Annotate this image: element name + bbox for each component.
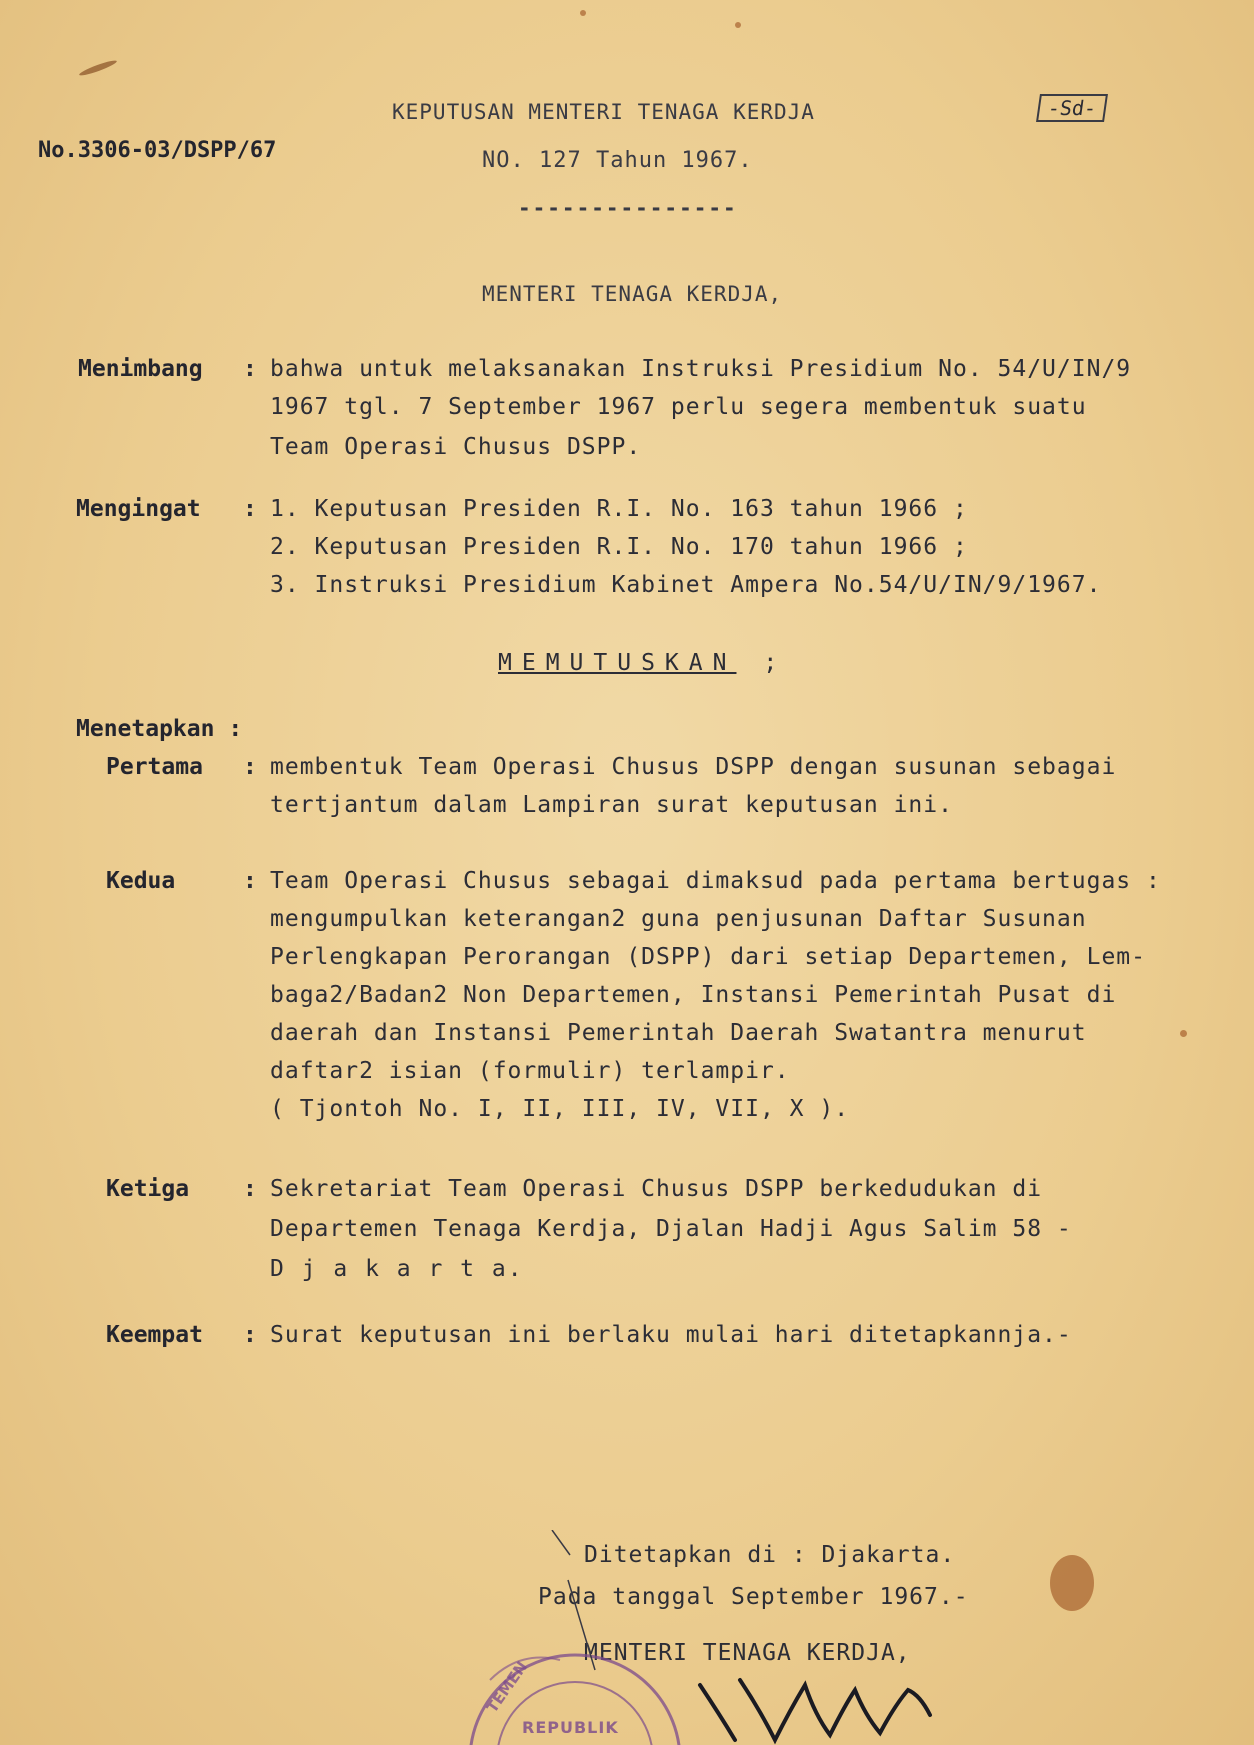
memutuskan-heading (498, 650, 778, 676)
menimbang-colon: : (243, 356, 258, 382)
reference-number: No.3306-03/DSPP/67 (38, 138, 277, 163)
rust-stain (1180, 1030, 1187, 1037)
mengingat-colon: : (243, 496, 258, 522)
handwritten-signature (680, 1655, 950, 1745)
menetapkan-label: Menetapkan : (76, 716, 243, 742)
minister-heading: MENTERI TENAGA KERDJA, (482, 282, 783, 306)
mengingat-item: 2. Keputusan Presiden R.I. No. 170 tahun 1966 ; (270, 534, 968, 560)
mengingat-item: 1. Keputusan Presiden R.I. No. 163 tahun 1966 ; (270, 496, 968, 522)
menimbang-line: Team Operasi Chusus DSPP. (270, 434, 642, 460)
pertama-line: tertjantum dalam Lampiran surat keputusan ini. (270, 792, 953, 818)
rust-stain (1050, 1555, 1094, 1611)
kedua-colon: : (243, 868, 258, 894)
header-separator: --------------- (518, 196, 738, 220)
memutuskan-suffix: ; (763, 650, 779, 676)
ketiga-colon: : (243, 1176, 258, 1202)
rust-stain (78, 58, 118, 77)
mengingat-item: 3. Instruksi Presidium Kabinet Ampera No.54/U/IN/9/1967. (270, 572, 1102, 598)
rust-stain (735, 22, 741, 28)
pertama-label: Pertama (106, 754, 203, 780)
menimbang-line: 1967 tgl. 7 September 1967 perlu segera membentuk suatu (270, 394, 1087, 420)
menimbang-line: bahwa untuk melaksanakan Instruksi Presidium No. 54/U/IN/9 (270, 356, 1132, 382)
kedua-line: Team Operasi Chusus sebagai dimaksud pada pertama bertugas : (270, 868, 1161, 894)
pertama-line: membentuk Team Operasi Chusus DSPP dengan susunan sebagai (270, 754, 1117, 780)
keempat-colon: : (243, 1322, 258, 1348)
keempat-line: Surat keputusan ini berlaku mulai hari ditetapkannja.- (270, 1322, 1072, 1348)
seal-text: REPUBLIK (522, 1718, 619, 1737)
signature-place: Ditetapkan di : Djakarta. (584, 1542, 956, 1568)
kedua-line: daftar2 isian (formulir) terlampir. (270, 1058, 790, 1084)
keempat-label: Keempat (106, 1322, 203, 1348)
pertama-colon: : (243, 754, 258, 780)
seal-top-text: TEMEN (483, 1657, 532, 1717)
pen-strokes (540, 1530, 620, 1680)
ketiga-label: Ketiga (106, 1176, 190, 1202)
kedua-line: daerah dan Instansi Pemerintah Daerah Swatantra menurut (270, 1020, 1087, 1046)
signature-date: Pada tanggal September 1967.- (538, 1584, 969, 1610)
kedua-line: ( Tjontoh No. I, II, III, IV, VII, X ). (270, 1096, 850, 1122)
corner-mark: -Sd- (1036, 94, 1108, 122)
signature-title: MENTERI TENAGA KERDJA, (584, 1640, 911, 1666)
rust-stain (580, 10, 586, 16)
ketiga-line: Sekretariat Team Operasi Chusus DSPP berkedudukan di (270, 1176, 1043, 1202)
kedua-line: mengumpulkan keterangan2 guna penjusunan Daftar Susunan (270, 906, 1087, 932)
ketiga-line: D j a k a r t a. (270, 1256, 524, 1282)
decree-number: NO. 127 Tahun 1967. (482, 148, 753, 173)
menimbang-label: Menimbang (78, 356, 203, 382)
kedua-label: Kedua (106, 868, 176, 894)
mengingat-label: Mengingat (76, 496, 201, 522)
ketiga-line: Departemen Tenaga Kerdja, Djalan Hadji Agus Salim 58 - (270, 1216, 1072, 1242)
memutuskan-text: MEMUTUSKAN (498, 650, 737, 676)
kedua-line: Perlengkapan Perorangan (DSPP) dari setiap Departemen, Lem- (270, 944, 1146, 970)
decree-title: KEPUTUSAN MENTERI TENAGA KERDJA (392, 100, 815, 124)
kedua-line: baga2/Badan2 Non Departemen, Instansi Pemerintah Pusat di (270, 982, 1117, 1008)
